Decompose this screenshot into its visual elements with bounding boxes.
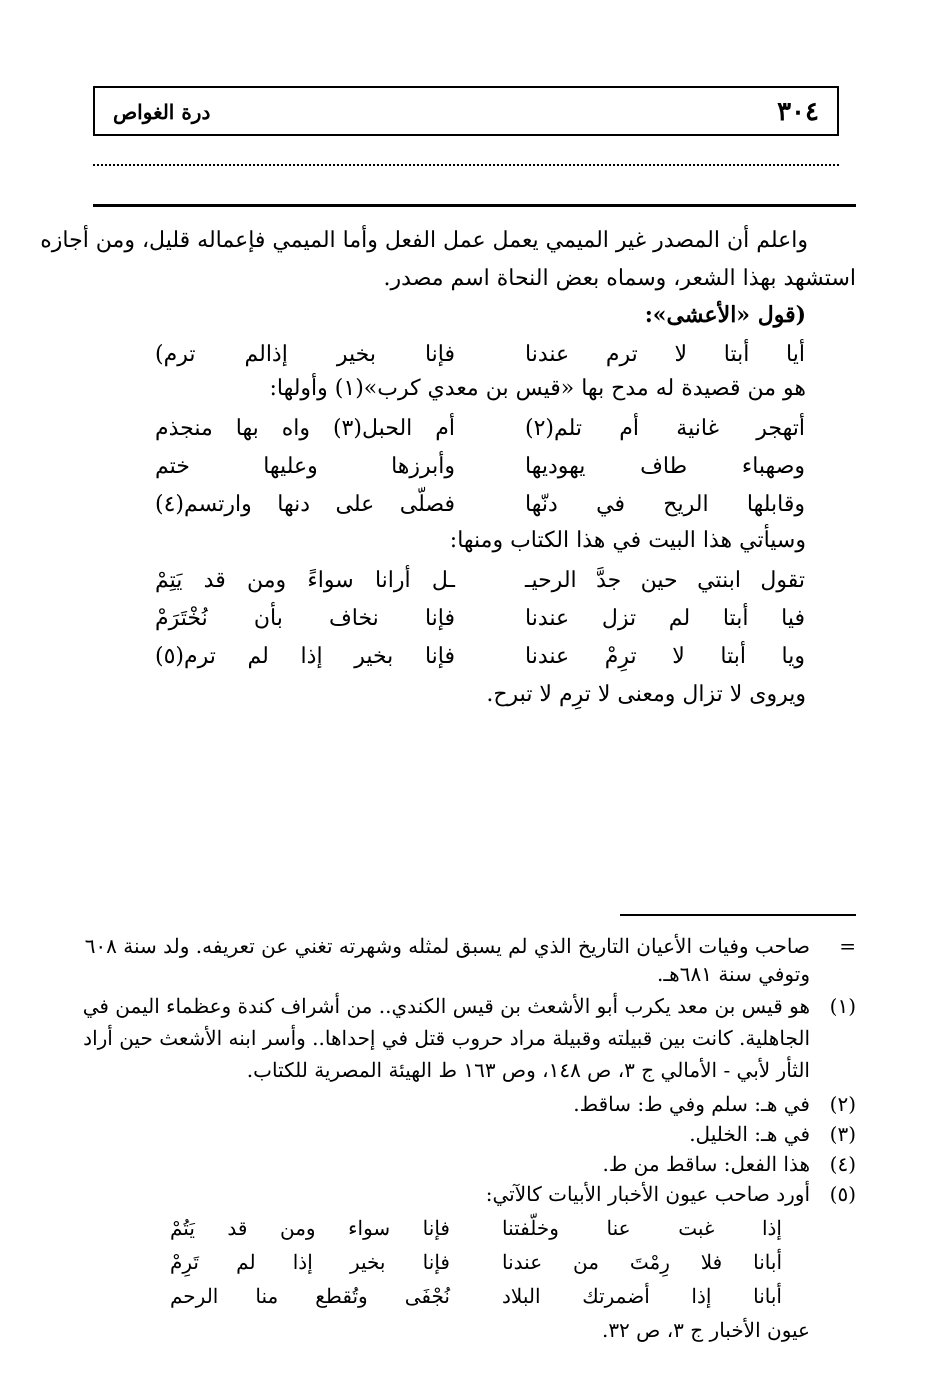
verse-hemistich-first: إذا غبت عنا وخلّفتنا xyxy=(502,1216,782,1240)
footnote-line xyxy=(93,1058,856,1088)
verse-line xyxy=(155,454,805,484)
footnote-3 xyxy=(93,1122,856,1152)
footnote-5 xyxy=(93,1182,856,1212)
footnote-text: صاحب وفيات الأعيان التاريخ الذي لم يسبق لمثله وشهرته تغني عن تعريفه. ولد سنة ٦٠٨ xyxy=(84,934,810,958)
footnote-mark: (٥) xyxy=(829,1182,856,1206)
running-header xyxy=(93,86,839,136)
verse-hemistich-second: فإنا بخير إذا لم تَرِمْ xyxy=(170,1250,450,1274)
verse-hemistich-second: فإنا بخير إذا لم ترم(٥) xyxy=(155,644,455,669)
verse-hemistich-second: ـل أرانا سواءً ومن قد يَتِمْ xyxy=(155,568,455,593)
verse-line xyxy=(155,568,805,598)
paragraph-line: ويروى لا تزال ومعنى لا ترِم لا تبرح. xyxy=(486,682,806,707)
verse-hemistich-first: أبانا إذا أضمرتك البلاد xyxy=(502,1284,782,1308)
footnote-text: الثأر لأبي - الأمالي ج ٣، ص ١٤٨، وص ١٦٣ ط الهيئة المصرية للكتاب. xyxy=(246,1058,810,1082)
footnote-4 xyxy=(93,1152,856,1182)
footnote-text: هذا الفعل: ساقط من ط. xyxy=(602,1152,810,1176)
footnote-continued xyxy=(84,934,856,964)
paragraph-line: هو من قصيدة له مدح بها «قيس بن معدي كرب»(١) وأولها: xyxy=(269,376,806,401)
footnote-text: أورد صاحب عيون الأخبار الأبيات كالآتي: xyxy=(485,1182,810,1206)
verse-hemistich-first: ويا أبتا لا ترِمْ عندنا xyxy=(525,644,805,669)
paragraph-line: واعلم أن المصدر غير الميمي يعمل عمل الفعل وأما الميمي فإعماله قليل، ومن أجازه xyxy=(40,228,808,253)
verse-line xyxy=(155,606,805,636)
section-heading: (قول «الأعشى»: xyxy=(644,302,806,328)
footnote-verse-line xyxy=(170,1216,782,1244)
verse-hemistich-first: تقول ابنتي حين جدَّ الرحيـ xyxy=(525,568,805,593)
footnote-verse-line xyxy=(170,1250,782,1278)
footnote-text: عيون الأخبار ج ٣، ص ٣٢. xyxy=(601,1318,810,1342)
verse-hemistich-second: نُجْفَى وتُقطع منا الرحم xyxy=(170,1284,450,1308)
footnote-text: هو قيس بن معد يكرب أبو الأشعث بن قيس الكندي.. من أشراف كندة وعظماء اليمن في xyxy=(82,994,810,1018)
verse-hemistich-first: فيا أبتا لم تزل عندنا xyxy=(525,606,805,631)
footnote-2 xyxy=(93,1092,856,1122)
verse-hemistich-second: أم الحبل(٣) واه بها منجذم xyxy=(155,416,455,441)
footnote-1 xyxy=(82,994,856,1024)
footnote-line xyxy=(83,1026,856,1056)
verse-line xyxy=(155,416,805,446)
footnote-mark: = xyxy=(839,934,856,958)
footnote-text: في هـ: الخليل. xyxy=(689,1122,810,1146)
footnote-mark: (٤) xyxy=(829,1152,856,1176)
verse-hemistich-second: فإنا سواء ومن قد يَتُمْ xyxy=(170,1216,450,1240)
footnote-mark: (٢) xyxy=(829,1092,856,1116)
footnote-source xyxy=(93,1318,856,1348)
verse-hemistich-first: وقابلها الريح في دنّها xyxy=(525,492,805,517)
verse-hemistich-second: فإنا بخير إذالم ترم) xyxy=(155,342,455,367)
footnote-verse-line xyxy=(170,1284,782,1312)
top-rule xyxy=(93,204,856,207)
footnote-mark: (٣) xyxy=(829,1122,856,1146)
verse-hemistich-second: فإنا نخاف بأن نُخْتَرَمْ xyxy=(155,606,455,631)
footnote-text: وتوفي سنة ٦٨١هـ. xyxy=(656,962,810,986)
verse-hemistich-first: وصهباء طاف يهوديها xyxy=(525,454,805,479)
paragraph-line: استشهد بهذا الشعر، وسماه بعض النحاة اسم مصدر. xyxy=(383,266,856,291)
verse-hemistich-first: أبانا فلا رِمْتَ من عندنا xyxy=(502,1250,782,1274)
page-number: ٣٠٤ xyxy=(777,97,819,127)
verse-hemistich-second: وأبرزها وعليها ختم xyxy=(155,454,455,479)
verse-hemistich-first: أتهجر غانية أم تلم(٢) xyxy=(525,416,805,441)
footnote-rule xyxy=(620,914,856,916)
verse-line xyxy=(155,342,805,372)
verse-line xyxy=(155,492,805,522)
footnote-mark: (١) xyxy=(829,994,856,1018)
verse-hemistich-first: أيا أبتا لا ترم عندنا xyxy=(525,342,805,367)
verse-hemistich-second: فصلّى على دنها وارتسم(٤) xyxy=(155,492,455,517)
footnote-text: في هـ: سلم وفي ط: ساقط. xyxy=(573,1092,810,1116)
dotted-separator xyxy=(93,148,839,166)
footnote-line xyxy=(93,962,856,992)
paragraph-line: وسيأتي هذا البيت في هذا الكتاب ومنها: xyxy=(449,528,806,553)
verse-line xyxy=(155,644,805,674)
footnote-text: الجاهلية. كانت بين قبيلته وقبيلة مراد حروب قتل في إحداها.. وأسر ابنه الأشعث حين أراد xyxy=(83,1026,810,1050)
book-title: درة الغواص xyxy=(113,100,211,124)
